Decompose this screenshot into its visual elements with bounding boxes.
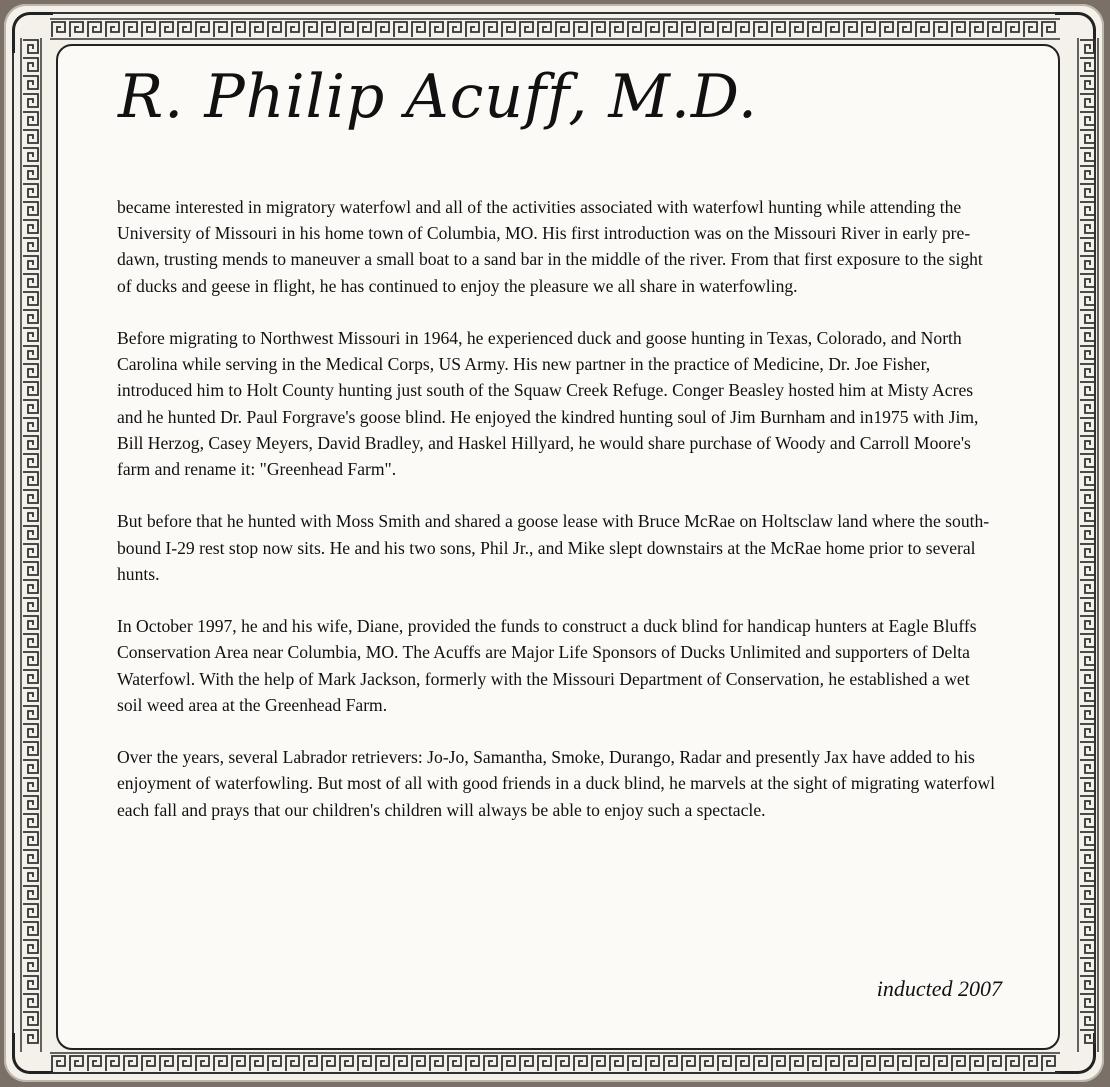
greek-key-pattern: [52, 22, 1055, 37]
page-title: R. Philip Acuff, M.D.: [118, 62, 758, 132]
greek-key-pattern: [1080, 40, 1095, 1043]
greek-key-pattern: [23, 40, 38, 1043]
inducted-year: inducted 2007: [876, 976, 1002, 1001]
greek-key-border-top: [50, 18, 1060, 40]
greek-key-pattern: [52, 1056, 1055, 1071]
paragraph: became interested in migratory waterfowl and all of the activities associated with waterfowl hunting while attending the University of Missouri in his home town of Columbia, MO. His first introduction was on the Missouri River in early pre-dawn, trusting mends to maneuver a small boat to a sand bar in the middle of the river. From that first exposure to the sight of ducks and geese in flight, he has continued to enjoy the pleasure we all share in waterfowling.: [117, 197, 983, 296]
paragraph: Over the years, several Labrador retrievers: Jo-Jo, Samantha, Smoke, Durango, Radar and presently Jax have added to his enjoyment of waterfowling. But most of all with good friends in a duck blind, he marvels at the sight of migrating waterfowl each fall and prays that our children's children will always be able to enjoy such a spectacle.: [117, 747, 996, 820]
greek-key-border-right: [1077, 38, 1099, 1052]
paragraph: Before migrating to Northwest Missouri in 1964, he experienced duck and goose hunting in Texas, Colorado, and North Carolina while serving in the Medical Corps, US Army. His new partner in the practice of Medicine, Dr. Joe Fisher, introduced him to Holt County hunting just south of the Squaw Creek Refuge. Conger Beasley hosted him at Misty Acres and he hunted Dr. Paul Forgrave's goose blind. He enjoyed the kindred hunting soul of Jim Burnham and in1975 with Jim, Bill Herzog, Casey Meyers, David Bradley, and Haskel Hillyard, he would share purchase of Woody and Carroll Moore's farm and rename it: "Greenhead Farm".: [117, 328, 979, 480]
greek-key-border-bottom: [50, 1052, 1060, 1074]
paragraph: But before that he hunted with Moss Smith and shared a goose lease with Bruce McRae on Holtsclaw land where the south-bound I-29 rest stop now sits. He and his two sons, Phil Jr., and Mike slept downstairs at the McRae home prior to several hunts.: [117, 511, 990, 584]
greek-key-border-left: [20, 38, 42, 1052]
paragraph: In October 1997, he and his wife, Diane, provided the funds to construct a duck blind for handicap hunters at Eagle Bluffs Conservation Area near Columbia, MO. The Acuffs are Major Life Sponsors of Ducks Unlimited and supporters of Delta Waterfowl. With the help of Mark Jackson, formerly with the Missouri Department of Conservation, he established a wet soil weed area at the Greenhead Farm.: [117, 616, 977, 715]
biography-text: [117, 194, 997, 849]
